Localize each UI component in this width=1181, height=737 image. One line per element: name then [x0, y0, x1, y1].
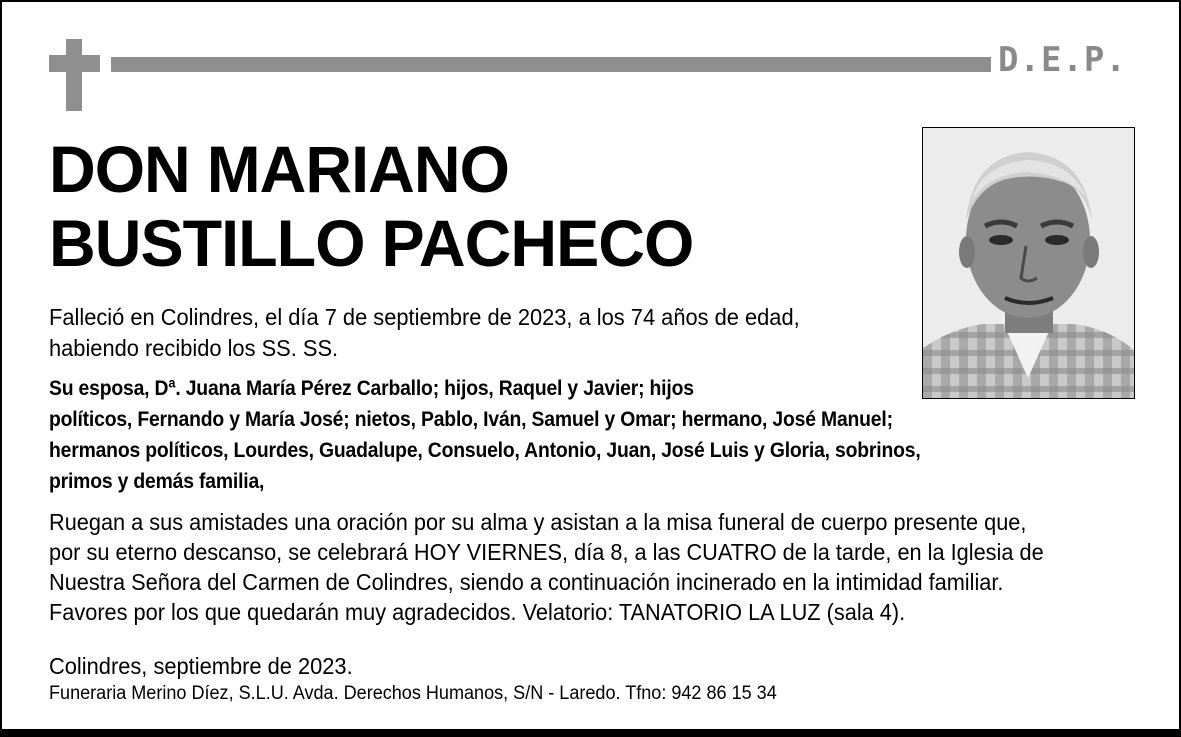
dep-badge: D.E.P.	[998, 40, 1127, 80]
portrait-photo	[922, 127, 1135, 399]
family-list	[49, 373, 921, 497]
cross-icon	[66, 39, 82, 111]
portrait-icon	[923, 128, 1134, 398]
death-notice	[49, 302, 800, 364]
family-line: Su esposa, Dª. Juana María Pérez Carballo; hijos, Raquel y Javier; hijos	[49, 376, 694, 400]
request-line: Nuestra Señora del Carmen de Colindres, siendo a continuación incinerado en la intimidad familiar.	[49, 569, 1004, 595]
place-date: Colindres, septiembre de 2023.	[49, 653, 353, 679]
request-line: Favores por los que quedarán muy agradecidos. Velatorio: TANATORIO LA LUZ (sala 4).	[49, 599, 906, 625]
cross-icon-bar	[49, 55, 100, 72]
family-line: hermanos políticos, Lourdes, Guadalupe, Consuelo, Antonio, Juan, José Luis y Gloria, sobrinos,	[49, 438, 921, 462]
deceased-name-line-1: DON MARIANO	[49, 132, 509, 206]
header-rule	[111, 57, 991, 72]
family-line: políticos, Fernando y María José; nietos, Pablo, Iván, Samuel y Omar; hermano, José Manuel;	[49, 407, 893, 431]
deceased-name	[49, 132, 892, 280]
request-line: por su eterno descanso, se celebrará HOY VIERNES, día 8, a las CUATRO de la tarde, en la Iglesia de	[49, 539, 1044, 565]
deceased-name-line-2: BUSTILLO PACHECO	[49, 206, 694, 280]
funeral-request	[49, 507, 1044, 627]
family-line: primos y demás familia,	[49, 469, 265, 493]
death-notice-line: habiendo recibido los SS. SS.	[49, 335, 339, 361]
death-notice-line: Falleció en Colindres, el día 7 de septiembre de 2023, a los 74 años de edad,	[49, 304, 800, 330]
request-line: Ruegan a sus amistades una oración por su alma y asistan a la misa funeral de cuerpo presente que,	[49, 509, 1027, 535]
funeral-home-info: Funeraria Merino Díez, S.L.U. Avda. Derechos Humanos, S/N - Laredo. Tfno: 942 86 15 34	[49, 683, 777, 704]
